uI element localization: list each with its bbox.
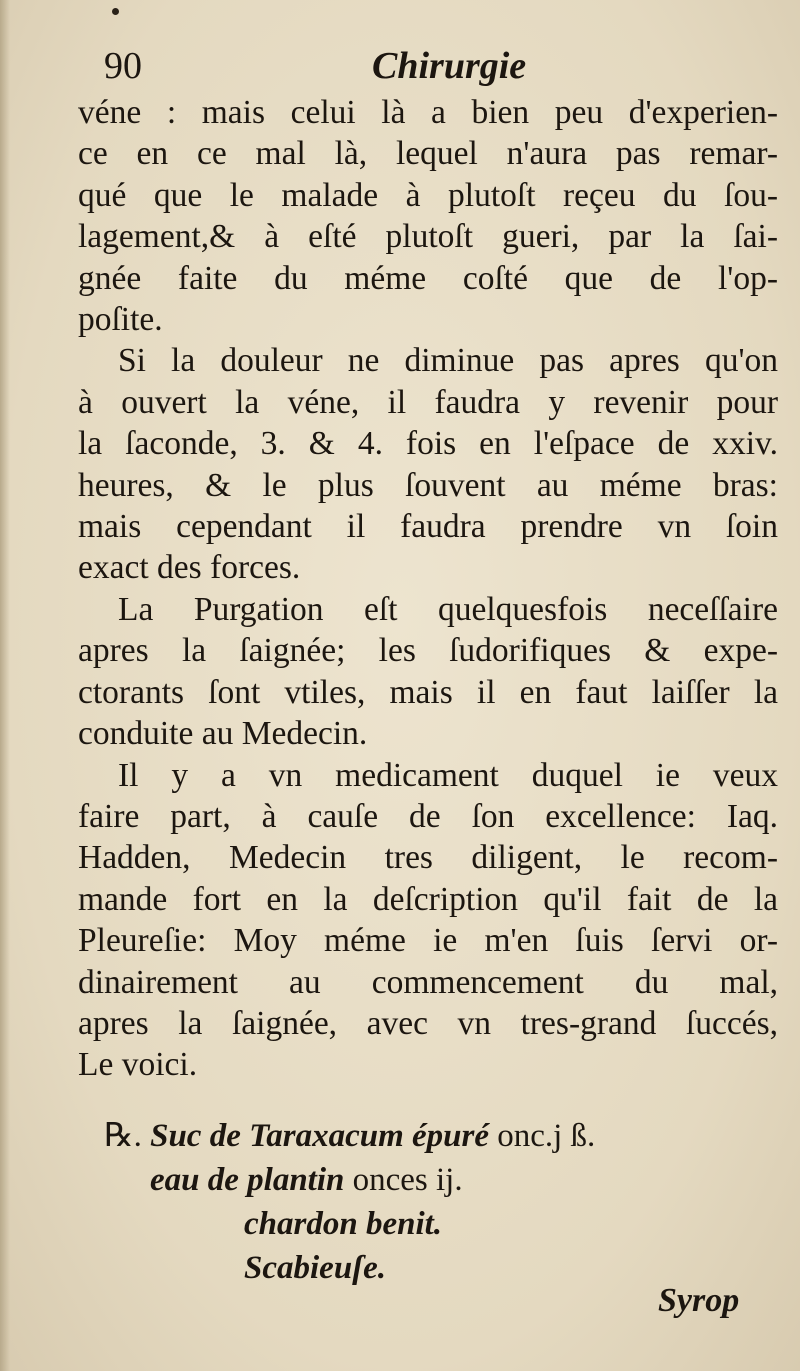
text-line: poſite. [78, 301, 163, 339]
text-line: Le voici. [78, 1046, 198, 1084]
text-line: dinairement au commencement du mal, [78, 963, 778, 1001]
body-text [78, 92, 778, 1086]
text-line: Hadden, Medecin tres diligent, le recom- [78, 839, 778, 877]
text-line: qué que le malade à plutoſt reçeu du ſou- [78, 176, 778, 214]
text-line: lagement,& à eſté plutoſt gueri, par la ſai- [78, 218, 778, 256]
text-line: ce en ce mal là, lequel n'aura pas remar- [78, 135, 778, 173]
text-line: conduite au Medecin. [78, 715, 368, 753]
recipe-line [104, 1246, 704, 1290]
recipe-ingredient: Suc de Taraxacum épuré [150, 1118, 489, 1154]
text-line: heures, & le plus ſouvent au méme bras: [78, 466, 778, 504]
text-line: La Purgation eſt quelquesfois neceſſaire [118, 590, 778, 628]
page-header [104, 44, 664, 94]
recipe-symbol: ℞. [104, 1118, 151, 1154]
text-line: véne : mais celui là a bien peu d'experien- [78, 94, 778, 131]
text-line: la ſaconde, 3. & 4. fois en l'eſpace de xxiv. [78, 425, 778, 463]
recipe-quantity: onc.j ß. [488, 1118, 596, 1154]
recipe-line [104, 1114, 704, 1158]
recipe-ingredient: chardon benit. [244, 1206, 443, 1242]
text-line: exact des forces. [78, 549, 301, 587]
text-line: mais cependant il faudra prendre vn ſoin [78, 508, 778, 546]
recipe-quantity: onces ij. [344, 1162, 463, 1198]
page-edge-shadow [0, 0, 10, 1371]
catchword: Syrop [658, 1282, 740, 1319]
text-line: Pleureſie: Moy méme ie m'en ſuis ſervi or- [78, 922, 778, 960]
text-line: mande fort en la deſcription qu'il fait de la [78, 880, 778, 918]
recipe-line [104, 1158, 704, 1202]
recipe-line [104, 1202, 704, 1246]
text-line: apres la ſaignée, avec vn tres-grand ſuccés, [78, 1004, 778, 1042]
recipe [104, 1114, 704, 1290]
recipe-ingredient: eau de plantin [150, 1162, 345, 1198]
text-line: gnée faite du méme coſté que de l'op- [78, 259, 778, 297]
recipe-ingredient: Scabieuſe. [244, 1250, 387, 1286]
text-line: Si la douleur ne diminue pas apres qu'on [118, 342, 778, 380]
text-line: apres la ſaignée; les ſudorifiques & expe- [78, 632, 778, 670]
page-number: 90 [104, 45, 142, 87]
ink-dot [112, 8, 119, 15]
text-line: faire part, à cauſe de ſon excellence: Iaq. [78, 797, 778, 835]
text-line: ctorants ſont vtiles, mais il en faut laiſſer la [78, 673, 778, 711]
text-line: Il y a vn medicament duquel ie veux [118, 756, 778, 794]
running-title: Chirurgie [372, 45, 527, 87]
text-line: à ouvert la véne, il faudra y revenir pour [78, 383, 778, 421]
